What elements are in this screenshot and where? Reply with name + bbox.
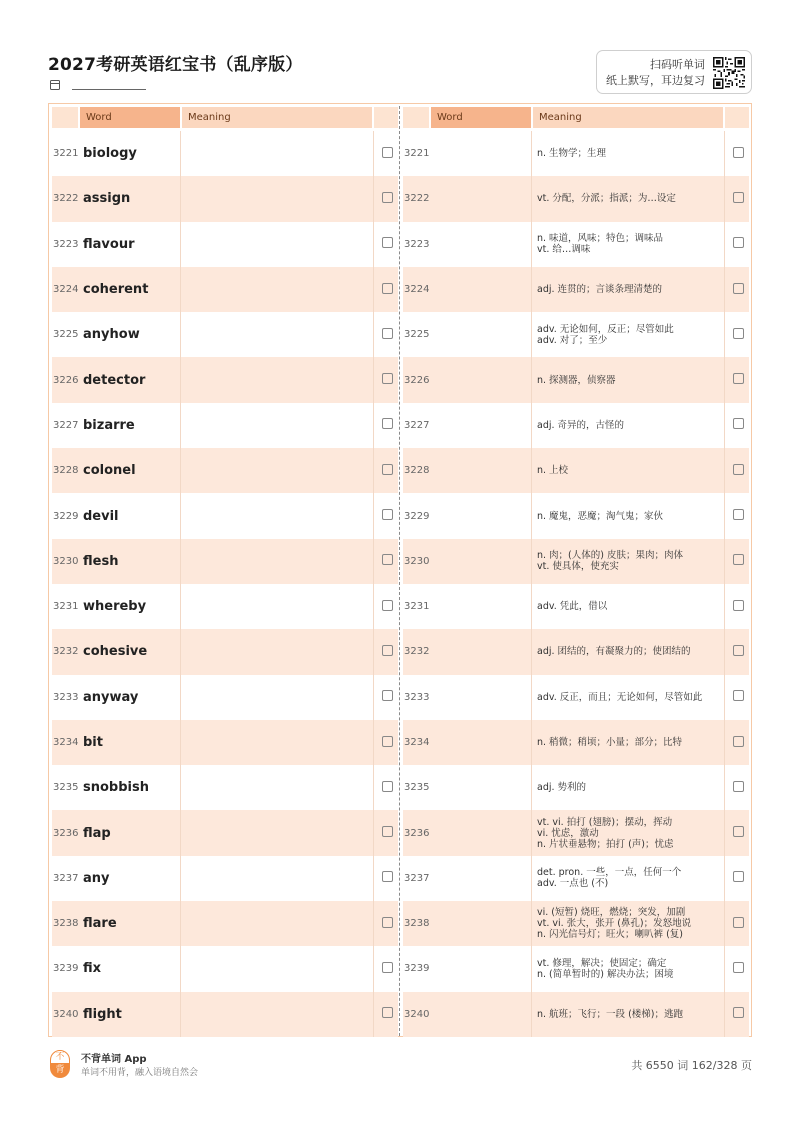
table-row	[403, 448, 749, 493]
row-word: flap	[83, 825, 111, 841]
num-column-header	[52, 107, 78, 128]
row-number: 3237	[53, 872, 79, 884]
meaning-column-header: Meaning	[533, 107, 723, 128]
meaning-line: det. pron. 一些，一点，任何一个	[537, 867, 682, 879]
row-checkbox[interactable]	[733, 1007, 744, 1018]
row-number: 3235	[53, 782, 79, 794]
table-row	[52, 720, 398, 765]
row-checkbox[interactable]	[733, 464, 744, 475]
row-number: 3238	[53, 918, 79, 930]
qr-line-1: 扫码听单词	[650, 58, 705, 71]
row-checkbox[interactable]	[733, 237, 744, 248]
row-checkbox[interactable]	[382, 283, 393, 294]
table-row	[52, 493, 398, 538]
row-number: 3239	[404, 963, 430, 975]
row-number: 3225	[53, 329, 79, 341]
table-row	[52, 946, 398, 991]
table-row	[52, 765, 398, 810]
row-meaning	[537, 403, 725, 448]
meaning-blank-cell[interactable]	[180, 131, 373, 176]
meaning-blank-cell[interactable]	[180, 629, 373, 674]
meaning-line: vt. vi. 拍打 (翅膀)；摆动，挥动	[537, 816, 673, 828]
table-row	[52, 222, 398, 267]
row-checkbox[interactable]	[733, 736, 744, 747]
row-number: 3224	[404, 284, 430, 296]
row-meaning	[537, 176, 725, 221]
table-row	[52, 901, 398, 946]
meaning-blank-cell[interactable]	[180, 765, 373, 810]
table-row	[403, 810, 749, 855]
meaning-line: vi. 忧虑，激动	[537, 827, 599, 839]
meaning-blank-cell[interactable]	[180, 176, 373, 221]
page-header	[48, 48, 752, 98]
meaning-blank-cell[interactable]	[180, 448, 373, 493]
row-number: 3240	[404, 1008, 430, 1020]
row-checkbox[interactable]	[382, 871, 393, 882]
row-meaning	[537, 222, 725, 267]
meaning-rows	[403, 131, 749, 1037]
row-number: 3226	[404, 374, 430, 386]
row-meaning	[537, 901, 725, 946]
row-number: 3222	[53, 193, 79, 205]
table-row	[403, 992, 749, 1037]
calendar-icon	[50, 80, 60, 90]
meaning-blank-cell[interactable]	[180, 357, 373, 402]
row-word: biology	[83, 146, 137, 162]
row-number: 3226	[53, 374, 79, 386]
row-number: 3237	[404, 872, 430, 884]
table-row	[52, 992, 398, 1037]
meaning-blank-cell[interactable]	[180, 312, 373, 357]
row-checkbox[interactable]	[733, 509, 744, 520]
table-row	[52, 810, 398, 855]
row-checkbox[interactable]	[382, 917, 393, 928]
row-number: 3240	[53, 1008, 79, 1020]
table-row	[403, 357, 749, 402]
row-checkbox[interactable]	[733, 283, 744, 294]
row-checkbox[interactable]	[382, 509, 393, 520]
page-info: 共 6550 词 162/328 页	[631, 1059, 752, 1072]
meaning-line: vt. vi. 张大，张开 (鼻孔)；发怒地说	[537, 918, 692, 930]
meaning-blank-cell[interactable]	[180, 675, 373, 720]
row-number: 3232	[404, 646, 430, 658]
row-checkbox[interactable]	[382, 962, 393, 973]
row-checkbox[interactable]	[733, 871, 744, 882]
table-row	[403, 222, 749, 267]
row-number: 3235	[404, 782, 430, 794]
row-checkbox[interactable]	[733, 781, 744, 792]
row-number: 3230	[404, 555, 430, 567]
meaning-column-header: Meaning	[182, 107, 372, 128]
meaning-blank-cell[interactable]	[180, 493, 373, 538]
app-logo-icon	[50, 1050, 70, 1078]
table-row	[403, 584, 749, 629]
meaning-line: adv. 凭此，借以	[537, 601, 608, 613]
row-word: fix	[83, 961, 102, 977]
row-word: flare	[83, 916, 117, 932]
qr-promo-text	[606, 57, 705, 89]
row-checkbox[interactable]	[733, 962, 744, 973]
check-column-header	[725, 107, 749, 128]
table-row	[403, 629, 749, 674]
row-number: 3230	[53, 555, 79, 567]
row-number: 3227	[53, 419, 79, 431]
row-checkbox[interactable]	[733, 328, 744, 339]
meaning-line: adj. 团结的，有凝聚力的；使团结的	[537, 646, 691, 658]
meaning-line: n. 魔鬼，恶魔；淘气鬼；家伙	[537, 510, 664, 522]
meaning-line: adv. 对了；至少	[537, 334, 608, 346]
meaning-blank-cell[interactable]	[180, 901, 373, 946]
row-checkbox[interactable]	[382, 464, 393, 475]
row-word: flight	[83, 1006, 122, 1022]
row-checkbox[interactable]	[382, 418, 393, 429]
row-number: 3231	[53, 601, 79, 613]
meaning-line: n. 肉；(人体的) 皮肤；果肉；肉体	[537, 550, 683, 562]
word-column-header: Word	[80, 107, 180, 128]
row-meaning	[537, 312, 725, 357]
row-meaning	[537, 629, 725, 674]
row-number: 3236	[53, 827, 79, 839]
row-number: 3238	[404, 918, 430, 930]
row-number: 3227	[404, 419, 430, 431]
row-checkbox[interactable]	[733, 418, 744, 429]
row-checkbox[interactable]	[382, 690, 393, 701]
word-rows	[52, 131, 398, 1037]
row-checkbox[interactable]	[733, 147, 744, 158]
meaning-line: n. 航班；飞行；一段 (楼梯)；逃跑	[537, 1008, 683, 1020]
row-number: 3234	[404, 737, 430, 748]
row-number: 3239	[53, 963, 79, 975]
row-meaning	[537, 675, 725, 720]
meaning-blank-cell[interactable]	[180, 720, 373, 765]
fold-divider	[399, 106, 400, 1036]
num-column-header	[403, 107, 429, 128]
table-row	[403, 720, 749, 765]
qr-code-icon[interactable]	[713, 57, 745, 89]
meaning-line: n. 稍微；稍顷；小量；部分；比特	[537, 737, 683, 748]
meaning-blank-cell[interactable]	[180, 584, 373, 629]
row-number: 3225	[404, 329, 430, 341]
meaning-blank-cell[interactable]	[180, 403, 373, 448]
table-row	[403, 901, 749, 946]
row-meaning	[537, 856, 725, 901]
row-word: devil	[83, 508, 119, 524]
row-word: anyway	[83, 689, 139, 705]
row-number: 3233	[53, 691, 79, 703]
row-number: 3236	[404, 827, 430, 839]
row-word: snobbish	[83, 780, 149, 796]
row-word: anyhow	[83, 327, 140, 343]
table-row	[52, 131, 398, 176]
row-checkbox[interactable]	[382, 328, 393, 339]
row-number: 3232	[53, 646, 79, 658]
row-meaning	[537, 720, 725, 765]
meaning-line: vt. 修理，解决；使固定；确定	[537, 957, 667, 969]
table-row	[403, 267, 749, 312]
logo-bottom: 背	[50, 1064, 70, 1078]
row-checkbox[interactable]	[733, 645, 744, 656]
row-number: 3221	[404, 148, 430, 160]
page-footer	[48, 1048, 752, 1082]
meaning-line: n. 味道，风味；特色；调味品	[537, 233, 664, 245]
word-column-header: Word	[431, 107, 531, 128]
row-checkbox[interactable]	[382, 192, 393, 203]
vocab-table	[48, 103, 752, 1037]
row-number: 3229	[53, 510, 79, 522]
row-number: 3229	[404, 510, 430, 522]
row-word: colonel	[83, 463, 136, 479]
meaning-line: adj. 势利的	[537, 782, 587, 794]
meaning-line: adv. 反正，而且；无论如何，尽管如此	[537, 691, 703, 703]
row-checkbox[interactable]	[733, 192, 744, 203]
table-row	[403, 765, 749, 810]
date-row	[50, 80, 146, 90]
meaning-line: adj. 连贯的；言谈条理清楚的	[537, 284, 663, 296]
table-row	[52, 539, 398, 584]
meaning-line: n. 生物学；生理	[537, 148, 607, 160]
row-number: 3228	[53, 465, 79, 477]
row-number: 3233	[404, 691, 430, 703]
row-number: 3224	[53, 284, 79, 296]
page-title: 2027考研英语红宝书（乱序版）	[48, 55, 303, 75]
meaning-line: vi. (短暂) 烧旺，燃烧；突发，加剧	[537, 907, 686, 919]
table-row	[52, 448, 398, 493]
table-row	[403, 176, 749, 221]
table-row	[52, 357, 398, 402]
table-row	[52, 312, 398, 357]
table-row	[52, 267, 398, 312]
row-number: 3221	[53, 148, 79, 160]
meaning-line: adj. 奇异的，古怪的	[537, 419, 625, 431]
row-checkbox[interactable]	[382, 1007, 393, 1018]
row-checkbox[interactable]	[382, 373, 393, 384]
row-meaning	[537, 810, 725, 855]
row-word: assign	[83, 191, 131, 207]
row-word: coherent	[83, 282, 149, 298]
row-word: detector	[83, 372, 146, 388]
table-row	[52, 176, 398, 221]
row-number: 3222	[404, 193, 430, 205]
meaning-line: n. 探测器，侦察器	[537, 374, 616, 386]
table-row	[403, 312, 749, 357]
row-meaning	[537, 267, 725, 312]
row-checkbox[interactable]	[382, 781, 393, 792]
row-meaning	[537, 765, 725, 810]
table-row	[403, 675, 749, 720]
row-number: 3234	[53, 737, 79, 748]
row-meaning	[537, 131, 725, 176]
row-meaning	[537, 448, 725, 493]
row-checkbox[interactable]	[733, 826, 744, 837]
row-checkbox[interactable]	[733, 373, 744, 384]
meaning-line: n. 闪光信号灯；旺火；喇叭裤 (复)	[537, 929, 683, 941]
app-slogan: 单词不用背，融入语境自然会	[81, 1068, 199, 1078]
row-word: cohesive	[83, 644, 148, 660]
meaning-blank-cell[interactable]	[180, 992, 373, 1037]
row-checkbox[interactable]	[733, 554, 744, 565]
meaning-line: adv. 无论如何，反正；尽管如此	[537, 323, 674, 335]
row-meaning	[537, 584, 725, 629]
logo-top: 不	[50, 1050, 70, 1064]
row-checkbox[interactable]	[382, 826, 393, 837]
table-row	[52, 856, 398, 901]
table-row	[52, 584, 398, 629]
row-checkbox[interactable]	[382, 736, 393, 747]
table-row	[403, 946, 749, 991]
row-number: 3223	[404, 238, 430, 250]
meaning-blank-cell[interactable]	[180, 946, 373, 991]
row-number: 3228	[404, 465, 430, 477]
table-row	[403, 131, 749, 176]
row-checkbox[interactable]	[733, 690, 744, 701]
table-row	[403, 539, 749, 584]
row-word: bizarre	[83, 417, 135, 433]
row-number: 3231	[404, 601, 430, 613]
table-row	[52, 403, 398, 448]
word-panel	[52, 107, 398, 1034]
meaning-line: adv. 一点也 (不)	[537, 878, 609, 890]
row-checkbox[interactable]	[382, 147, 393, 158]
date-blank-line	[72, 80, 146, 90]
row-checkbox[interactable]	[733, 600, 744, 611]
qr-line-2: 纸上默写，耳边复习	[606, 74, 705, 87]
meaning-line: n. 上校	[537, 465, 569, 477]
meaning-blank-cell[interactable]	[180, 810, 373, 855]
row-checkbox[interactable]	[382, 645, 393, 656]
qr-promo-box[interactable]	[596, 50, 752, 94]
row-word: flesh	[83, 553, 119, 569]
row-word: flavour	[83, 236, 135, 252]
row-word: any	[83, 870, 110, 886]
meaning-line: n. (简单暂时的) 解决办法；困境	[537, 968, 674, 980]
row-checkbox[interactable]	[382, 237, 393, 248]
row-meaning	[537, 357, 725, 402]
row-number: 3223	[53, 238, 79, 250]
row-checkbox[interactable]	[733, 917, 744, 928]
meaning-blank-cell[interactable]	[180, 222, 373, 267]
table-row	[403, 493, 749, 538]
row-checkbox[interactable]	[382, 600, 393, 611]
row-meaning	[537, 539, 725, 584]
row-word: bit	[83, 735, 103, 750]
row-checkbox[interactable]	[382, 554, 393, 565]
meaning-blank-cell[interactable]	[180, 539, 373, 584]
table-row	[403, 856, 749, 901]
meaning-blank-cell[interactable]	[180, 856, 373, 901]
row-meaning	[537, 493, 725, 538]
app-name: 不背单词 App	[81, 1054, 147, 1065]
row-meaning	[537, 992, 725, 1037]
meaning-blank-cell[interactable]	[180, 267, 373, 312]
meaning-line: vt. 分配，分派；指派；为…设定	[537, 193, 676, 205]
row-word: whereby	[83, 599, 147, 615]
meaning-line: vt. 使具体，使充实	[537, 561, 619, 573]
meaning-line: n. 片状垂悬物；拍打 (声)；忧虑	[537, 838, 674, 850]
table-row	[403, 403, 749, 448]
meaning-line: vt. 给…调味	[537, 244, 591, 256]
table-row	[52, 629, 398, 674]
meaning-panel	[403, 107, 749, 1034]
table-row	[52, 675, 398, 720]
check-column-header	[374, 107, 398, 128]
row-meaning	[537, 946, 725, 991]
